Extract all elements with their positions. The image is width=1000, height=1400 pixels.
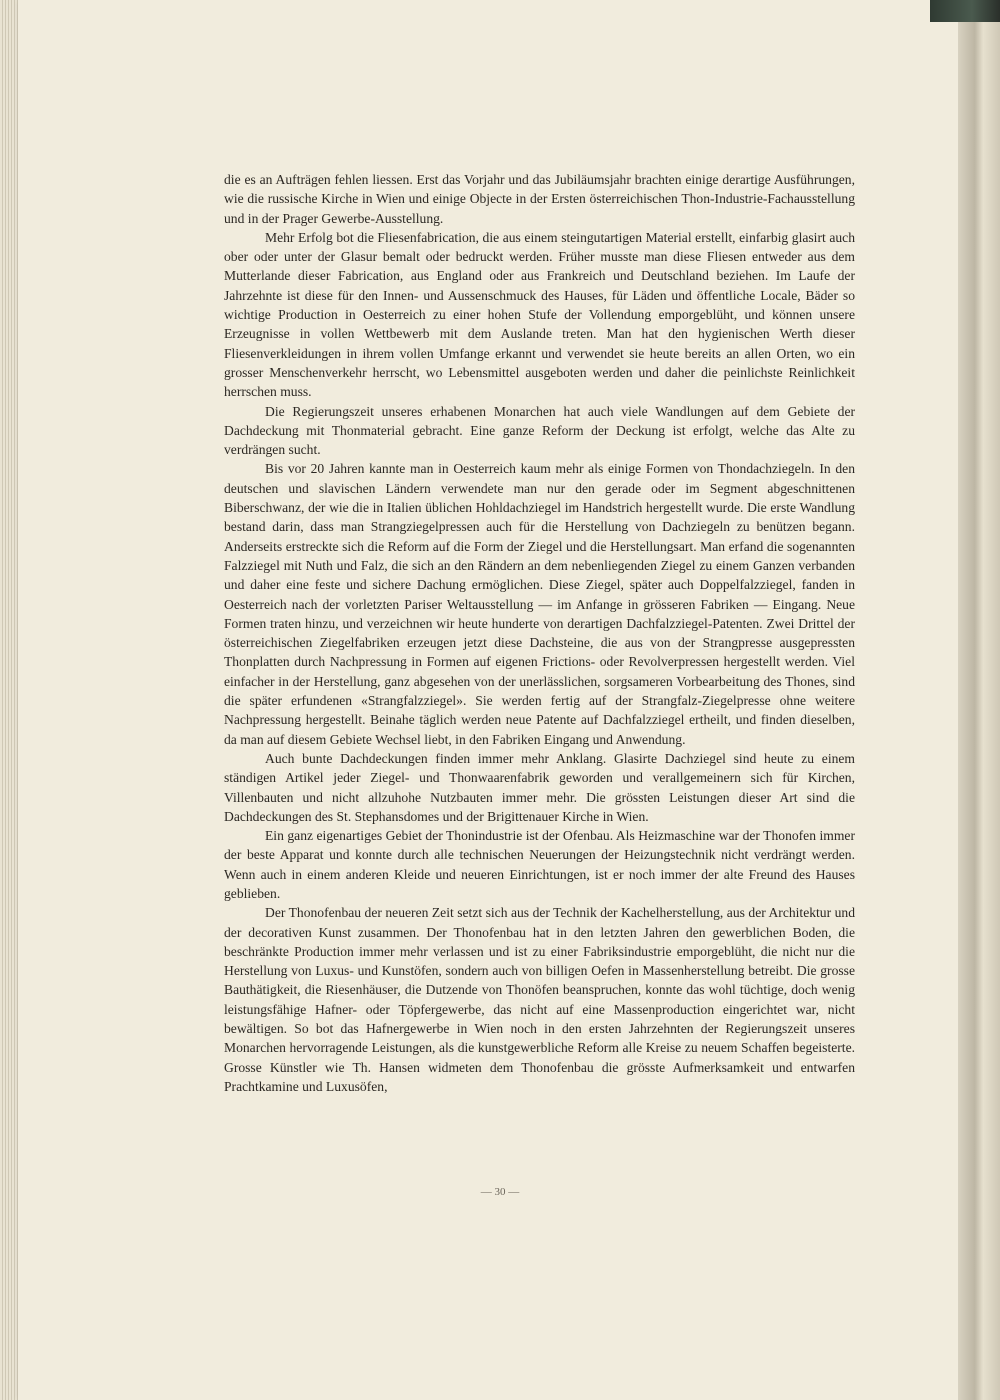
body-text bbox=[224, 170, 855, 1096]
paragraph-6: Ein ganz eigenartiges Gebiet der Thonindustrie ist der Ofenbau. Als Heizmaschine war der Thonofen immer der beste Apparat und konnte durch alle technischen Neuerungen der Heizungstechnik nicht verdrängt werden. Wenn auch in einem anderen Kleide und neueren Einrichtungen, ist er noch immer der alte Freund des Hauses geblieben. bbox=[224, 828, 855, 901]
paragraph-2: Mehr Erfolg bot die Fliesenfabrication, die aus einem steingutartigen Material erstellt, einfarbig glasirt auch ober oder unter der Glasur bemalt oder bedruckt werden. Früher musste man diese Fliesen entweder aus dem Mutterlande dieser Fabrication, aus England oder aus Frankreich und Deutschland beziehen. Im Laufe der Jahrzehnte ist diese für den Innen- und Aussenschmuck des Hauses, für Läden und öffentliche Locale, Bäder so wichtige Production in Oesterreich zu einer hohen Stufe der Vollendung emporgeblüht, und können unsere Erzeugnisse in vollen Wettbewerb mit dem Auslande treten. Man hat den hygienischen Werth dieser Fliesenverkleidungen in ihrem vollen Umfange erkannt und verwendet sie heute bereits an allen Orten, wo ein grosser Menschenverkehr herrscht, wo Lebensmittel ausgeboten werden und daher die peinlichste Reinlichkeit herrschen muss. bbox=[224, 229, 855, 400]
paragraph-1: die es an Aufträgen fehlen liessen. Erst das Vorjahr und das Jubiläumsjahr brachten einige derartige Ausführungen, wie die russische Kirche in Wien und einige Objecte in der Ersten österreichischen Thon-Industrie-Fachausstellung und in der Prager Gewerbe-Ausstellung. bbox=[224, 172, 855, 226]
paragraph-4: Bis vor 20 Jahren kannte man in Oesterreich kaum mehr als einige Formen von Thondachziegeln. In den deutschen und slavischen Ländern verwendete man nur den gerade oder im Segment abgeschnittenen Biberschwanz, der wie die in Italien üblichen Hohldachziegel im Handstrich hergestellt wurde. Die erste Wandlung bestand darin, dass man Strangziegelpressen auch für die Herstellung von Dachziegeln zu benützen begann. Anderseits erstreckte sich die Reform auf die Form der Ziegel und die Herstellungsart. Man erfand die sogenannten Falzziegel mit Nuth und Falz, die sich an den Rändern an dem nebenliegenden Ziegel zu einem Ganzen verbanden und daher eine feste und sichere Dachung ermöglichen. Diese Ziegel, später auch Doppelfalzziegel, fanden in Oesterreich nach der vorletzten Pariser Weltausstellung — im Anfange in grösseren Fabriken — Eingang. Neue Formen traten hinzu, und verzeichnen wir heute hunderte von derartigen Dachfalzziegel-Patenten. Zwei Drittel der österreichischen Ziegelfabriken erzeugen jetzt diese Dachsteine, die aus von der Strangpresse ausgepressten Thonplatten durch Nachpressung in Formen auf eigenen Frictions- oder Revolverpressen hergestellt werden. Viel einfacher in der Herstellung, ganz abgesehen von der unerlässlichen, sorgsameren Vorbearbeitung des Thones, sind die später erfundenen «Strangfalzziegel». Sie werden fertig auf der Strangfalz-Ziegelpresse ohne weitere Nachpressung hergestellt. Beinahe täglich werden neue Patente auf Dachfalzziegel ertheilt, und finden dieselben, da man auf diesem Gebiete Wechsel liebt, in den Fabriken Eingang und Anwendung. bbox=[224, 461, 855, 747]
page-number: — 30 — bbox=[480, 1186, 520, 1198]
paragraph-7: Der Thonofenbau der neueren Zeit setzt sich aus der Technik der Kachelherstellung, aus der Architektur und der decorativen Kunst zusammen. Der Thonofenbau hat in den letzten Jahren den gewerblichen Boden, die beschränkte Production immer mehr verlassen und ist zu einer Fabriksindustrie emporgeblüht, die nicht nur die Herstellung von Luxus- und Kunstöfen, sondern auch von billigen Oefen in Massenherstellung betreibt. Die grosse Bauthätigkeit, die Riesenhäuser, die Dutzende von Thonöfen beanspruchen, konnte das wohl tüchtige, doch wenig leistungsfähige Hafner- oder Töpfergewerbe, das nicht auf eine Massenproduction eingerichtet war, nicht bewältigen. So bot das Hafnergewerbe in Wien noch in den ersten Jahrzehnten der Regierungszeit unseres Monarchen hervorragende Leistungen, als die kunstgewerbliche Reform alle Kreise zu neuem Schaffen begeisterte. Grosse Künstler wie Th. Hansen widmeten dem Thonofenbau die grösste Aufmerksamkeit und entwarfen Prachtkamine und Luxusöfen, bbox=[224, 905, 855, 1094]
paragraph-5: Auch bunte Dachdeckungen finden immer mehr Anklang. Glasirte Dachziegel sind heute zu einem ständigen Artikel jeder Ziegel- und Thonwaarenfabrik geworden und verallgemeinern sich für Kirchen, Villenbauten und nicht allzuhohe Nutzbauten immer mehr. Die grössten Leistungen dieser Art sind die Dachdeckungen des St. Stephansdomes und der Brigittenauer Kirche in Wien. bbox=[224, 750, 855, 824]
cover-corner bbox=[930, 0, 1000, 22]
paragraph-3: Die Regierungszeit unseres erhabenen Monarchen hat auch viele Wandlungen auf dem Gebiete der Dachdeckung mit Thonmaterial gebracht. Eine ganze Reform der Deckung ist erfolgt, welche das Alte zu verdrängen sucht. bbox=[224, 403, 855, 458]
